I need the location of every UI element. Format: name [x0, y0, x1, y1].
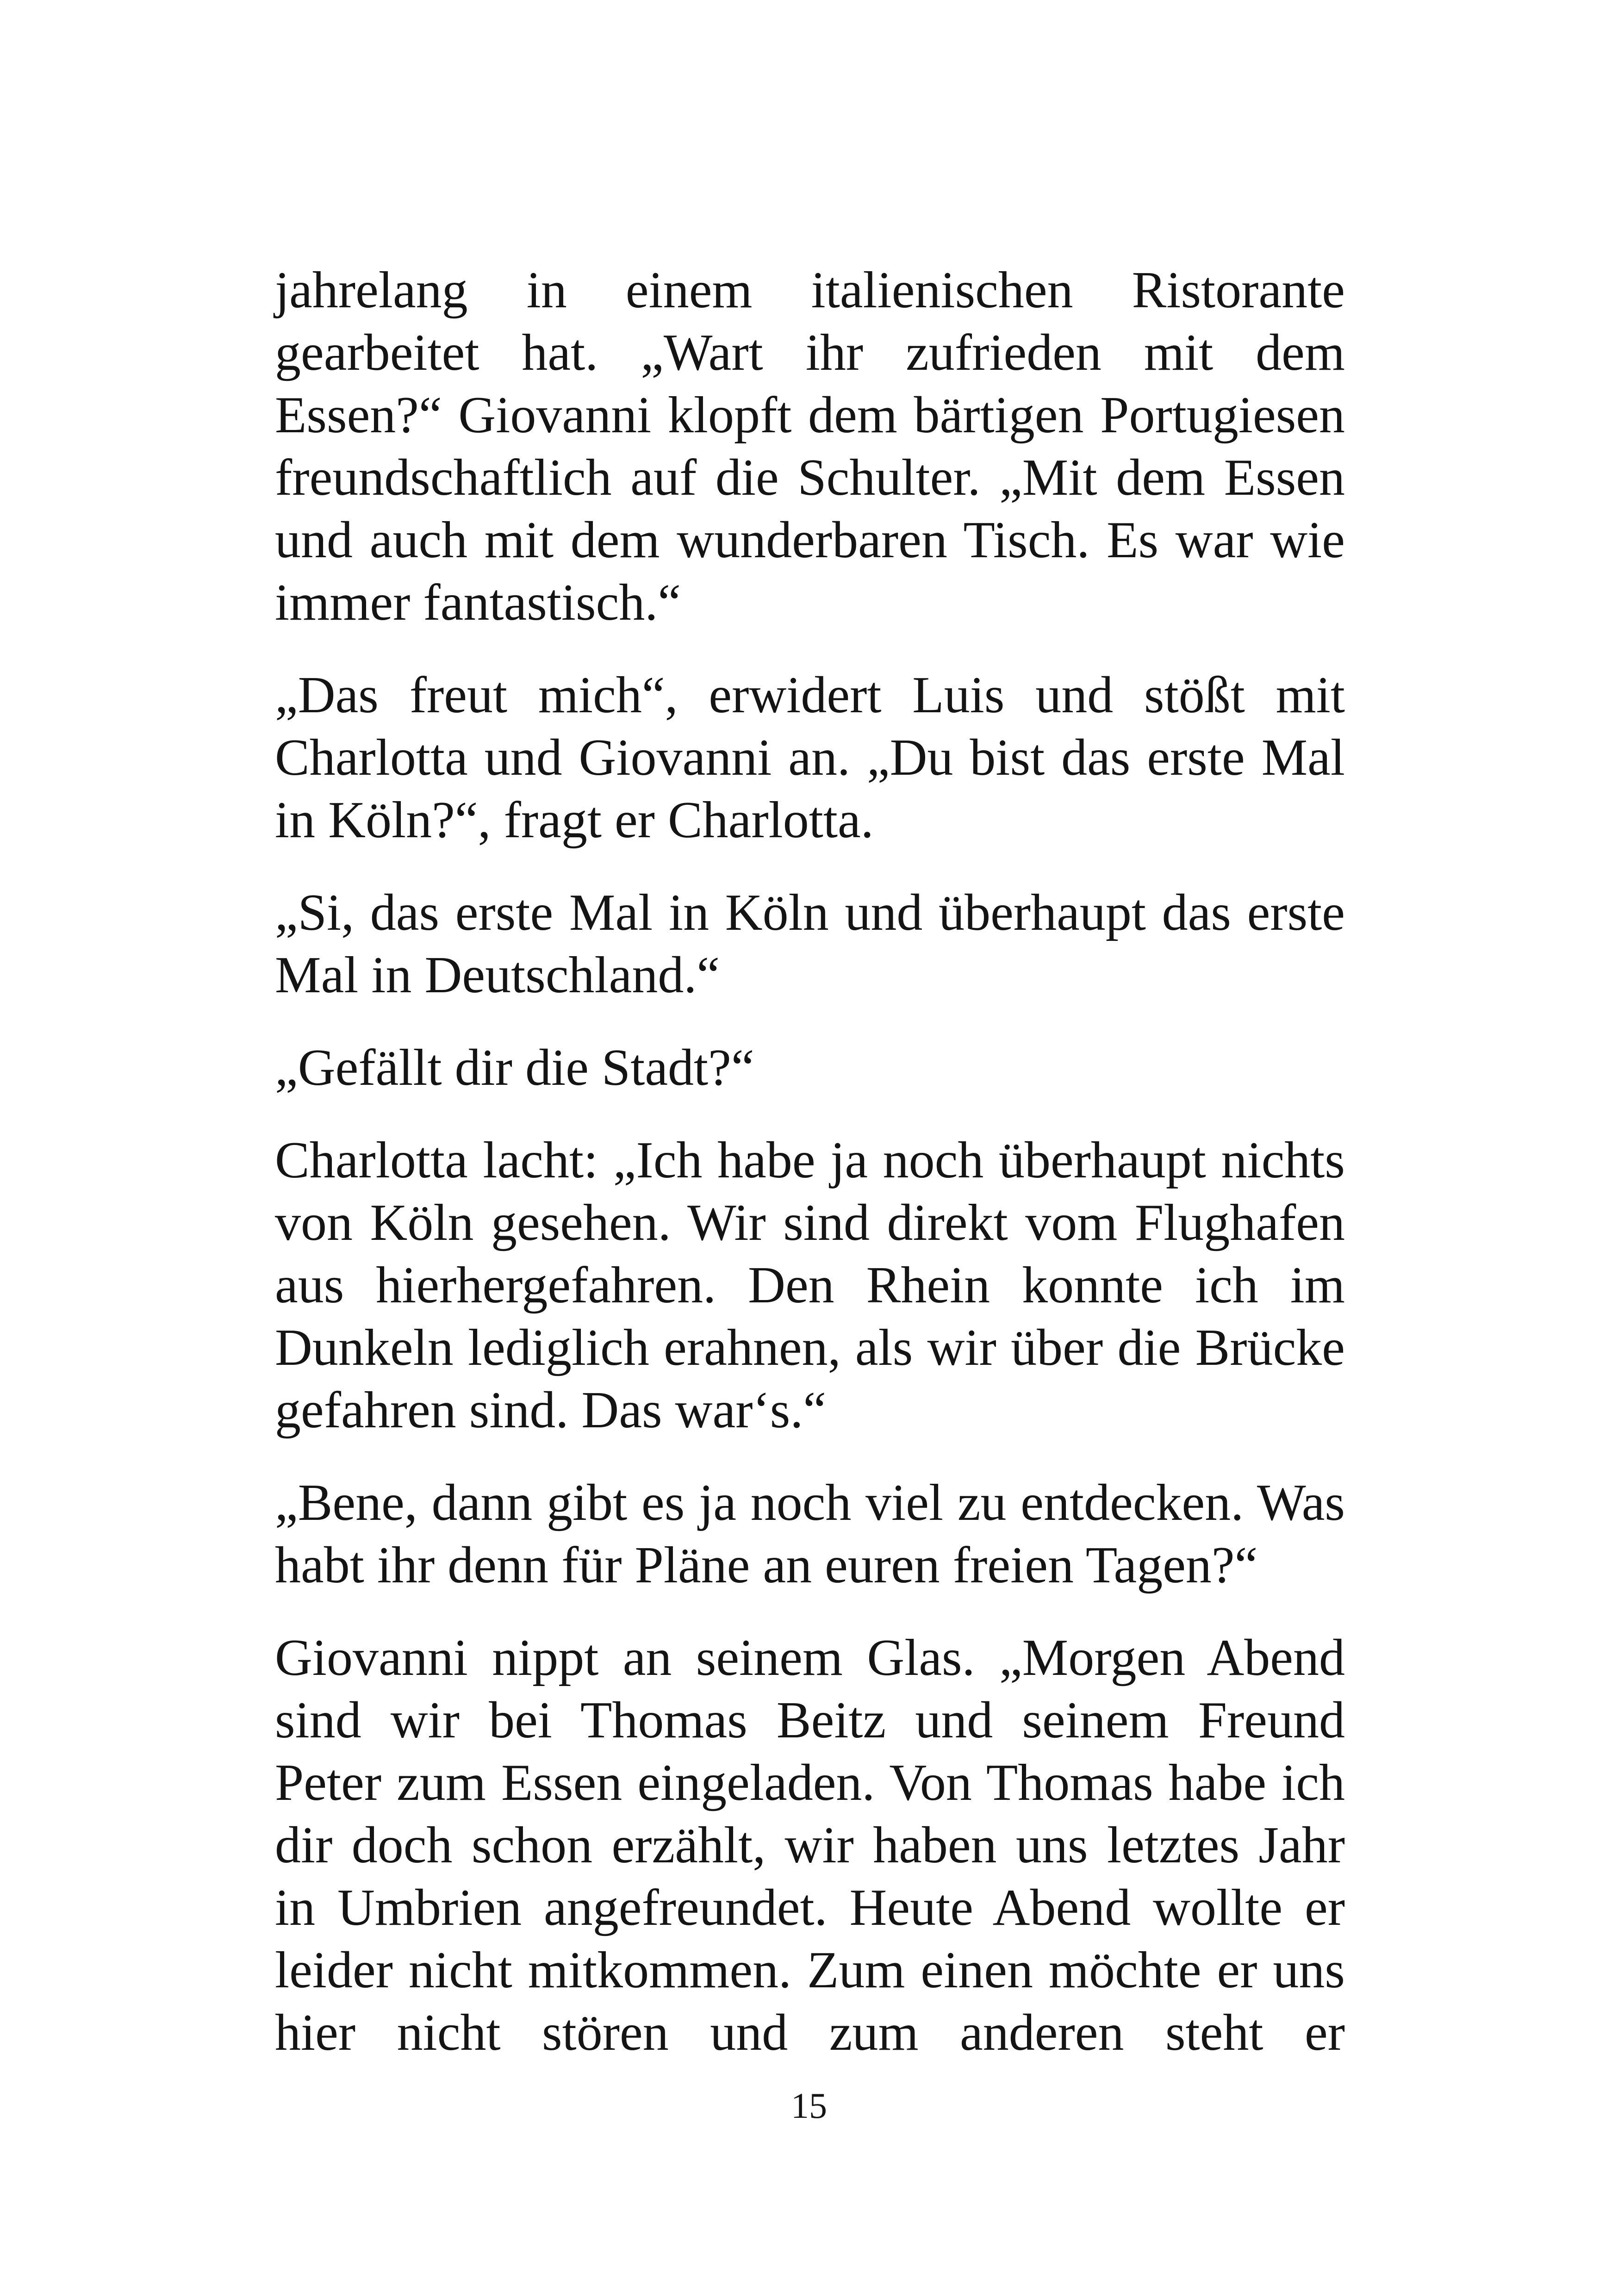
body-text — [275, 259, 1345, 2094]
paragraph: „Das freut mich“, erwidert Luis und stößt mit Charlotta und Giovanni an. „Du bist das erste Mal in Köln?“, fragt er Charlotta. — [275, 666, 1345, 849]
paragraph: „Si, das erste Mal in Köln und überhaupt das erste Mal in Deutschland.“ — [275, 884, 1345, 1004]
page-number: 15 — [791, 2085, 827, 2126]
paragraph: „Gefällt dir die Stadt?“ — [275, 1039, 754, 1096]
paragraph: jahrelang in einem italienischen Ristorante gearbeitet hat. „Wart ihr zufrieden mit dem Essen?“ Giovanni klopft dem bärtigen Portugiesen freundschaftlich auf die Schulter. „Mit dem Essen und auch mit dem wunderbaren Tisch. Es war wie immer fantastisch.“ — [275, 261, 1345, 631]
paragraph: Giovanni nippt an seinem Glas. „Morgen Abend sind wir bei Thomas Beitz und seinem Freund Peter zum Essen eingeladen. Von Thomas habe ich dir doch schon erzählt, wir haben uns letztes Jahr in Umbrien angefreundet. Heute Abend wollte er leider nicht mitkommen. Zum einen möchte er uns hier nicht stören und zum anderen steht er — [275, 1629, 1345, 2061]
paragraph: „Bene, dann gibt es ja noch viel zu entdecken. Was habt ihr denn für Pläne an euren freien Tagen?“ — [275, 1474, 1345, 1594]
paragraph: Charlotta lacht: „Ich habe ja noch überhaupt nichts von Köln gesehen. Wir sind direkt vom Flughafen aus hierhergefahren. Den Rhein konnte ich im Dunkeln lediglich erahnen, als wir über die Brücke gefahren sind. Das war‘s.“ — [275, 1132, 1345, 1439]
